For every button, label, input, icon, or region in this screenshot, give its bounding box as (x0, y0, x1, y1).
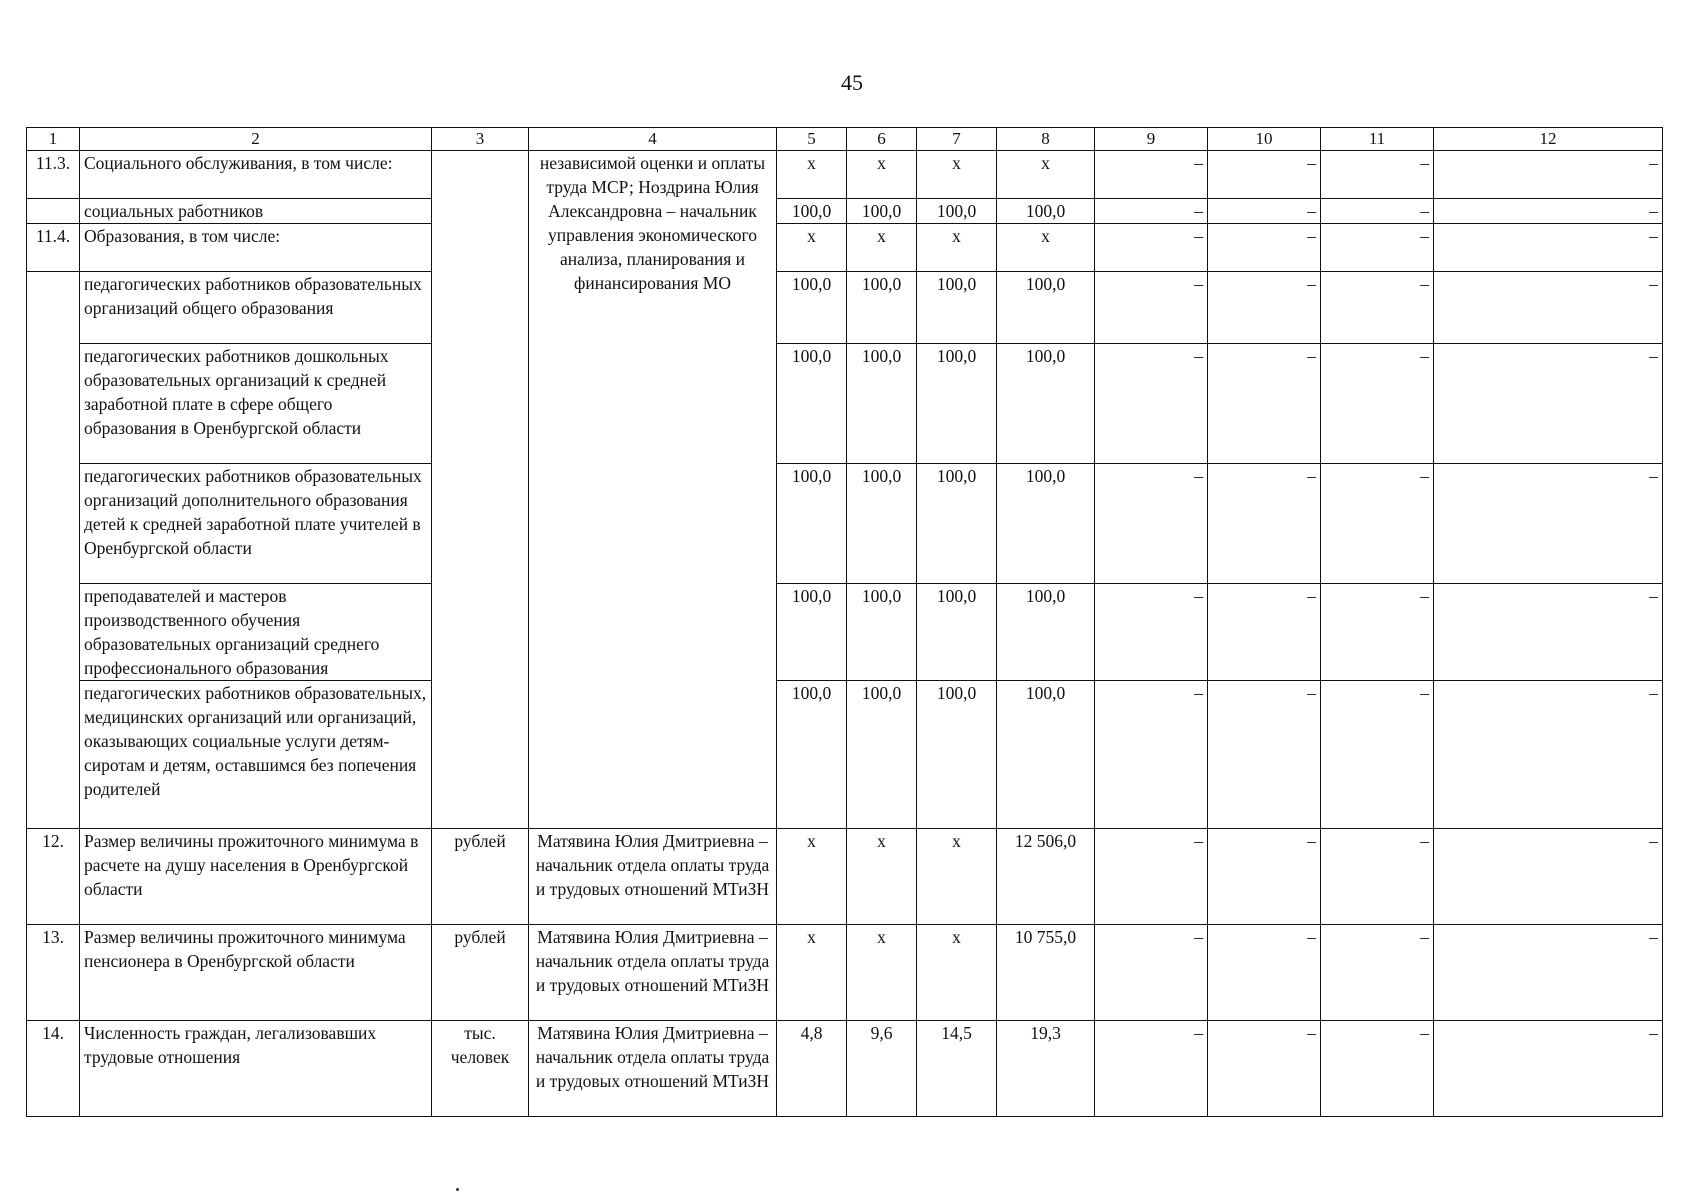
indicators-table (26, 127, 1663, 1117)
value-cell: 100,0 (997, 199, 1095, 224)
indicator-name: Численность граждан, легализовавших трудовые отношения (80, 1021, 432, 1117)
table-row (27, 151, 1663, 199)
value-cell: x (997, 151, 1095, 199)
dash-cell: – (1095, 344, 1208, 464)
value-cell: 100,0 (997, 344, 1095, 464)
column-header: 6 (847, 128, 917, 151)
value-cell: x (847, 224, 917, 272)
dash-cell: – (1434, 199, 1663, 224)
value-cell: x (777, 925, 847, 1021)
dash-cell: – (1321, 199, 1434, 224)
dash-cell: – (1321, 1021, 1434, 1117)
row-number: 11.3. (27, 151, 80, 199)
dash-cell: – (1434, 151, 1663, 199)
value-cell: 100,0 (777, 464, 847, 584)
dash-cell: – (1434, 584, 1663, 681)
column-header: 9 (1095, 128, 1208, 151)
dash-cell: – (1208, 199, 1321, 224)
table-row (27, 1021, 1663, 1117)
dash-cell: – (1321, 224, 1434, 272)
value-cell: 100,0 (917, 584, 997, 681)
dash-cell: – (1321, 151, 1434, 199)
value-cell: x (997, 224, 1095, 272)
indicator-name: педагогических работников образовательных организаций общего образования (80, 272, 432, 344)
value-cell: 100,0 (777, 199, 847, 224)
value-cell: x (917, 224, 997, 272)
dash-cell: – (1321, 464, 1434, 584)
value-cell: 100,0 (997, 584, 1095, 681)
value-cell: 100,0 (847, 344, 917, 464)
dash-cell: – (1095, 584, 1208, 681)
value-cell: 100,0 (997, 464, 1095, 584)
dash-cell: – (1321, 925, 1434, 1021)
dash-cell: – (1095, 199, 1208, 224)
value-cell: 100,0 (917, 272, 997, 344)
value-cell: 4,8 (777, 1021, 847, 1117)
row-number: 13. (27, 925, 80, 1021)
table-row (27, 829, 1663, 925)
value-cell: x (917, 151, 997, 199)
row-number (27, 272, 80, 829)
dash-cell: – (1095, 151, 1208, 199)
dash-cell: – (1208, 272, 1321, 344)
unit-cell (432, 151, 529, 829)
value-cell: 100,0 (847, 584, 917, 681)
responsible-person: Матявина Юлия Дмитриевна – начальник отдела оплаты труда и трудовых отношений МТиЗН (529, 829, 777, 925)
dash-cell: – (1095, 1021, 1208, 1117)
column-header: 1 (27, 128, 80, 151)
value-cell: 100,0 (917, 681, 997, 829)
indicator-name: Размер величины прожиточного минимума в расчете на душу населения в Оренбургской области (80, 829, 432, 925)
table-row (27, 272, 1663, 344)
dash-cell: – (1434, 681, 1663, 829)
column-header: 5 (777, 128, 847, 151)
dash-cell: – (1208, 224, 1321, 272)
dash-cell: – (1095, 925, 1208, 1021)
column-header: 7 (917, 128, 997, 151)
value-cell: 14,5 (917, 1021, 997, 1117)
responsible-person: Матявина Юлия Дмитриевна – начальник отдела оплаты труда и трудовых отношений МТиЗН (529, 925, 777, 1021)
value-cell: x (777, 829, 847, 925)
dash-cell: – (1321, 344, 1434, 464)
unit-cell: рублей (432, 829, 529, 925)
value-cell: 100,0 (847, 681, 917, 829)
dash-cell: – (1321, 681, 1434, 829)
dash-cell: – (1208, 464, 1321, 584)
table-row (27, 199, 1663, 224)
indicator-name: социальных работников (80, 199, 432, 224)
responsible-person: Матявина Юлия Дмитриевна – начальник отдела оплаты труда и трудовых отношений МТиЗН (529, 1021, 777, 1117)
dash-cell: – (1434, 925, 1663, 1021)
dash-cell: – (1434, 829, 1663, 925)
value-cell: 100,0 (847, 272, 917, 344)
dash-cell: – (1434, 1021, 1663, 1117)
unit-cell: рублей (432, 925, 529, 1021)
scan-speck (456, 1188, 459, 1191)
dash-cell: – (1208, 584, 1321, 681)
row-number: 14. (27, 1021, 80, 1117)
value-cell: x (847, 925, 917, 1021)
value-cell: 100,0 (777, 344, 847, 464)
column-header: 2 (80, 128, 432, 151)
value-cell: x (847, 151, 917, 199)
dash-cell: – (1208, 925, 1321, 1021)
dash-cell: – (1434, 272, 1663, 344)
row-number: 11.4. (27, 224, 80, 272)
value-cell: 100,0 (777, 584, 847, 681)
value-cell: 100,0 (917, 464, 997, 584)
table-row (27, 224, 1663, 272)
dash-cell: – (1095, 464, 1208, 584)
column-header: 3 (432, 128, 529, 151)
table-row (27, 925, 1663, 1021)
value-cell: 100,0 (847, 464, 917, 584)
dash-cell: – (1321, 272, 1434, 344)
dash-cell: – (1095, 224, 1208, 272)
row-number (27, 199, 80, 224)
value-cell: 100,0 (917, 344, 997, 464)
column-header: 8 (997, 128, 1095, 151)
table-row (27, 464, 1663, 584)
dash-cell: – (1208, 1021, 1321, 1117)
table-row (27, 681, 1663, 829)
column-header: 11 (1321, 128, 1434, 151)
dash-cell: – (1208, 151, 1321, 199)
value-cell: 100,0 (917, 199, 997, 224)
dash-cell: – (1095, 829, 1208, 925)
dash-cell: – (1321, 584, 1434, 681)
page-number: 45 (841, 70, 863, 95)
indicator-name: педагогических работников дошкольных образовательных организаций к средней заработной плате в сфере общего образования в Оренбургской области (80, 344, 432, 464)
indicator-name: Размер величины прожиточного минимума пенсионера в Оренбургской области (80, 925, 432, 1021)
value-cell: x (777, 151, 847, 199)
value-cell: 10 755,0 (997, 925, 1095, 1021)
value-cell: 9,6 (847, 1021, 917, 1117)
dash-cell: – (1208, 681, 1321, 829)
value-cell: x (917, 829, 997, 925)
value-cell: x (917, 925, 997, 1021)
value-cell: 12 506,0 (997, 829, 1095, 925)
value-cell: 100,0 (847, 199, 917, 224)
value-cell: 100,0 (997, 272, 1095, 344)
dash-cell: – (1095, 681, 1208, 829)
value-cell: 100,0 (777, 272, 847, 344)
value-cell: x (847, 829, 917, 925)
dash-cell: – (1434, 344, 1663, 464)
responsible-person: независимой оценки и оплаты труда МСР; Ноздрина Юлия Александровна – начальник управления экономического анализа, планирования и финансирования МО (529, 151, 777, 829)
dash-cell: – (1321, 829, 1434, 925)
column-header: 4 (529, 128, 777, 151)
column-header: 10 (1208, 128, 1321, 151)
dash-cell: – (1208, 829, 1321, 925)
indicator-name: Социального обслуживания, в том числе: (80, 151, 432, 199)
dash-cell: – (1095, 272, 1208, 344)
unit-cell: тыс. человек (432, 1021, 529, 1117)
row-number: 12. (27, 829, 80, 925)
header-row (27, 128, 1663, 151)
indicator-name: преподавателей и мастеров производственного обучения образовательных организаций среднего профессионального образования (80, 584, 432, 681)
dash-cell: – (1434, 224, 1663, 272)
value-cell: 100,0 (997, 681, 1095, 829)
table-row (27, 584, 1663, 681)
dash-cell: – (1208, 344, 1321, 464)
value-cell: 19,3 (997, 1021, 1095, 1117)
value-cell: 100,0 (777, 681, 847, 829)
indicator-name: педагогических работников образовательных, медицинских организаций или организаций, оказывающих социальные услуги детям-сиротам и детям, оставшимся без попечения родителей (80, 681, 432, 829)
indicator-name: педагогических работников образовательных организаций дополнительного образования детей к средней заработной плате учителей в Оренбургской области (80, 464, 432, 584)
indicator-name: Образования, в том числе: (80, 224, 432, 272)
dash-cell: – (1434, 464, 1663, 584)
column-header: 12 (1434, 128, 1663, 151)
table-row (27, 344, 1663, 464)
value-cell: x (777, 224, 847, 272)
